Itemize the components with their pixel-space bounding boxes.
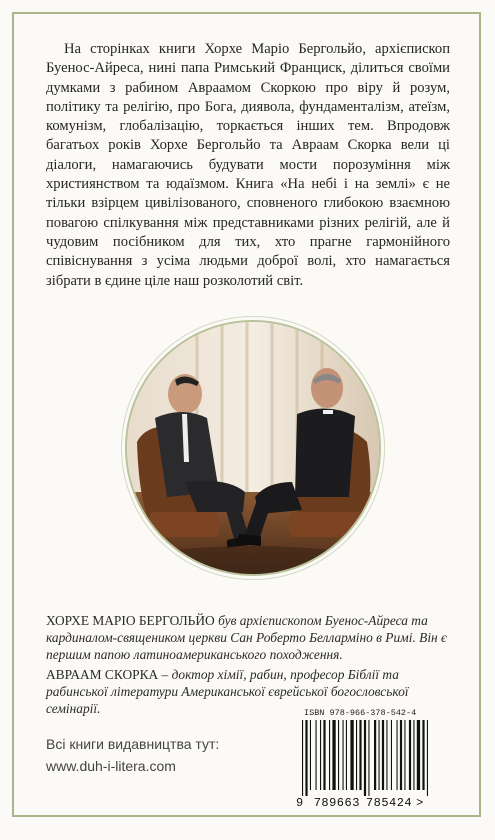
- barcode-bar: [386, 720, 387, 790]
- barcode-bar: [382, 720, 384, 790]
- book-blurb: На сторінках книги Хорхе Маріо Бергольйо, архієпископ Буенос-Айреса, нині папа Римський Франциск, ділиться своїми думками з рабином Авраамом Скоркою про віру й розум, політику та релігію, про Бога, диявола, фундаменталізм, атеїзм, комунізм, глобалізацію, торкається інших тем. Впродовж багатьох років Хорхе Бергольйо та Авраам Скорка вели ці діалоги, намагаючись будувати мости порозуміння між християнством та юдаїзмом. Книга «На небі і на землі» є не тільки взірцем цивілізованого, сповненого глибокою взаємною повагою спілкування між представниками різних релігій, але й чудовим посібником для тих, хто прагне гармонійного співіснування з усіма людьми доброї волі, хто намагається зібрати в єдине ціле наш розколотий світ.: [46, 41, 450, 289]
- barcode-bar: [320, 720, 321, 790]
- bio-skorka-desc: доктор хімії, рабин, професор Біблії та рабинської літератури Американської єврейської богословської семінарії.: [46, 667, 409, 717]
- publisher-info: [46, 733, 219, 777]
- barcode-bar: [413, 720, 414, 790]
- barcode-bar: [374, 720, 376, 790]
- barcode-bar: [305, 720, 307, 796]
- ean-right-group: 785424: [365, 796, 413, 810]
- barcode-bar: [329, 720, 330, 790]
- ean-left-group: 789663: [313, 796, 360, 810]
- barcode-bar: [310, 720, 311, 790]
- barcode-bar: [359, 720, 361, 790]
- ean-digits: [296, 796, 424, 810]
- barcode-bar: [409, 720, 411, 790]
- publisher-url[interactable]: www.duh-i-litera.com: [46, 758, 176, 774]
- barcode-bar: [404, 720, 405, 790]
- bio-bergoglio: [46, 612, 450, 664]
- ean13-barcode-icon: [296, 720, 446, 796]
- barcode-bar: [323, 720, 325, 790]
- barcode-bar: [332, 720, 335, 790]
- barcode-bar: [397, 720, 398, 790]
- barcode-bar: [391, 720, 392, 790]
- barcode-bar: [400, 720, 402, 790]
- authors-photo: [127, 322, 379, 574]
- ean-arrow: >: [416, 796, 424, 810]
- barcode-bar: [350, 720, 353, 790]
- barcode-bar: [379, 720, 380, 790]
- two-men-seated-photo: [127, 322, 379, 574]
- bio-skorka-name: АВРААМ СКОРКА –: [46, 667, 169, 682]
- barcode-bar: [422, 720, 424, 790]
- bio-bergoglio-desc: був архієпископом Буенос-Айреса та кардиналом-священиком церкви Сан Роберто Белларміно в Римі. Він є першим папою латиноамериканського походження.: [46, 613, 447, 663]
- barcode-bar: [356, 720, 357, 790]
- barcode-bar: [302, 720, 303, 796]
- barcode-bar: [364, 720, 366, 796]
- barcode-bar: [343, 720, 344, 790]
- bio-bergoglio-name: ХОРХЕ МАРІО БЕРГОЛЬЙО: [46, 613, 215, 628]
- ean-first-digit: 9: [296, 796, 304, 810]
- barcode-bar: [368, 720, 369, 796]
- isbn-barcode: [296, 708, 456, 818]
- publisher-caption: Всі книги видавництва тут:: [46, 736, 220, 752]
- barcode-bar: [417, 720, 420, 790]
- barcode-bar: [427, 720, 428, 796]
- isbn-label: ISBN 978-966-378-542-4: [304, 708, 417, 718]
- barcode-bar: [316, 720, 317, 790]
- barcode-bar: [346, 720, 347, 790]
- barcode-bar: [338, 720, 339, 790]
